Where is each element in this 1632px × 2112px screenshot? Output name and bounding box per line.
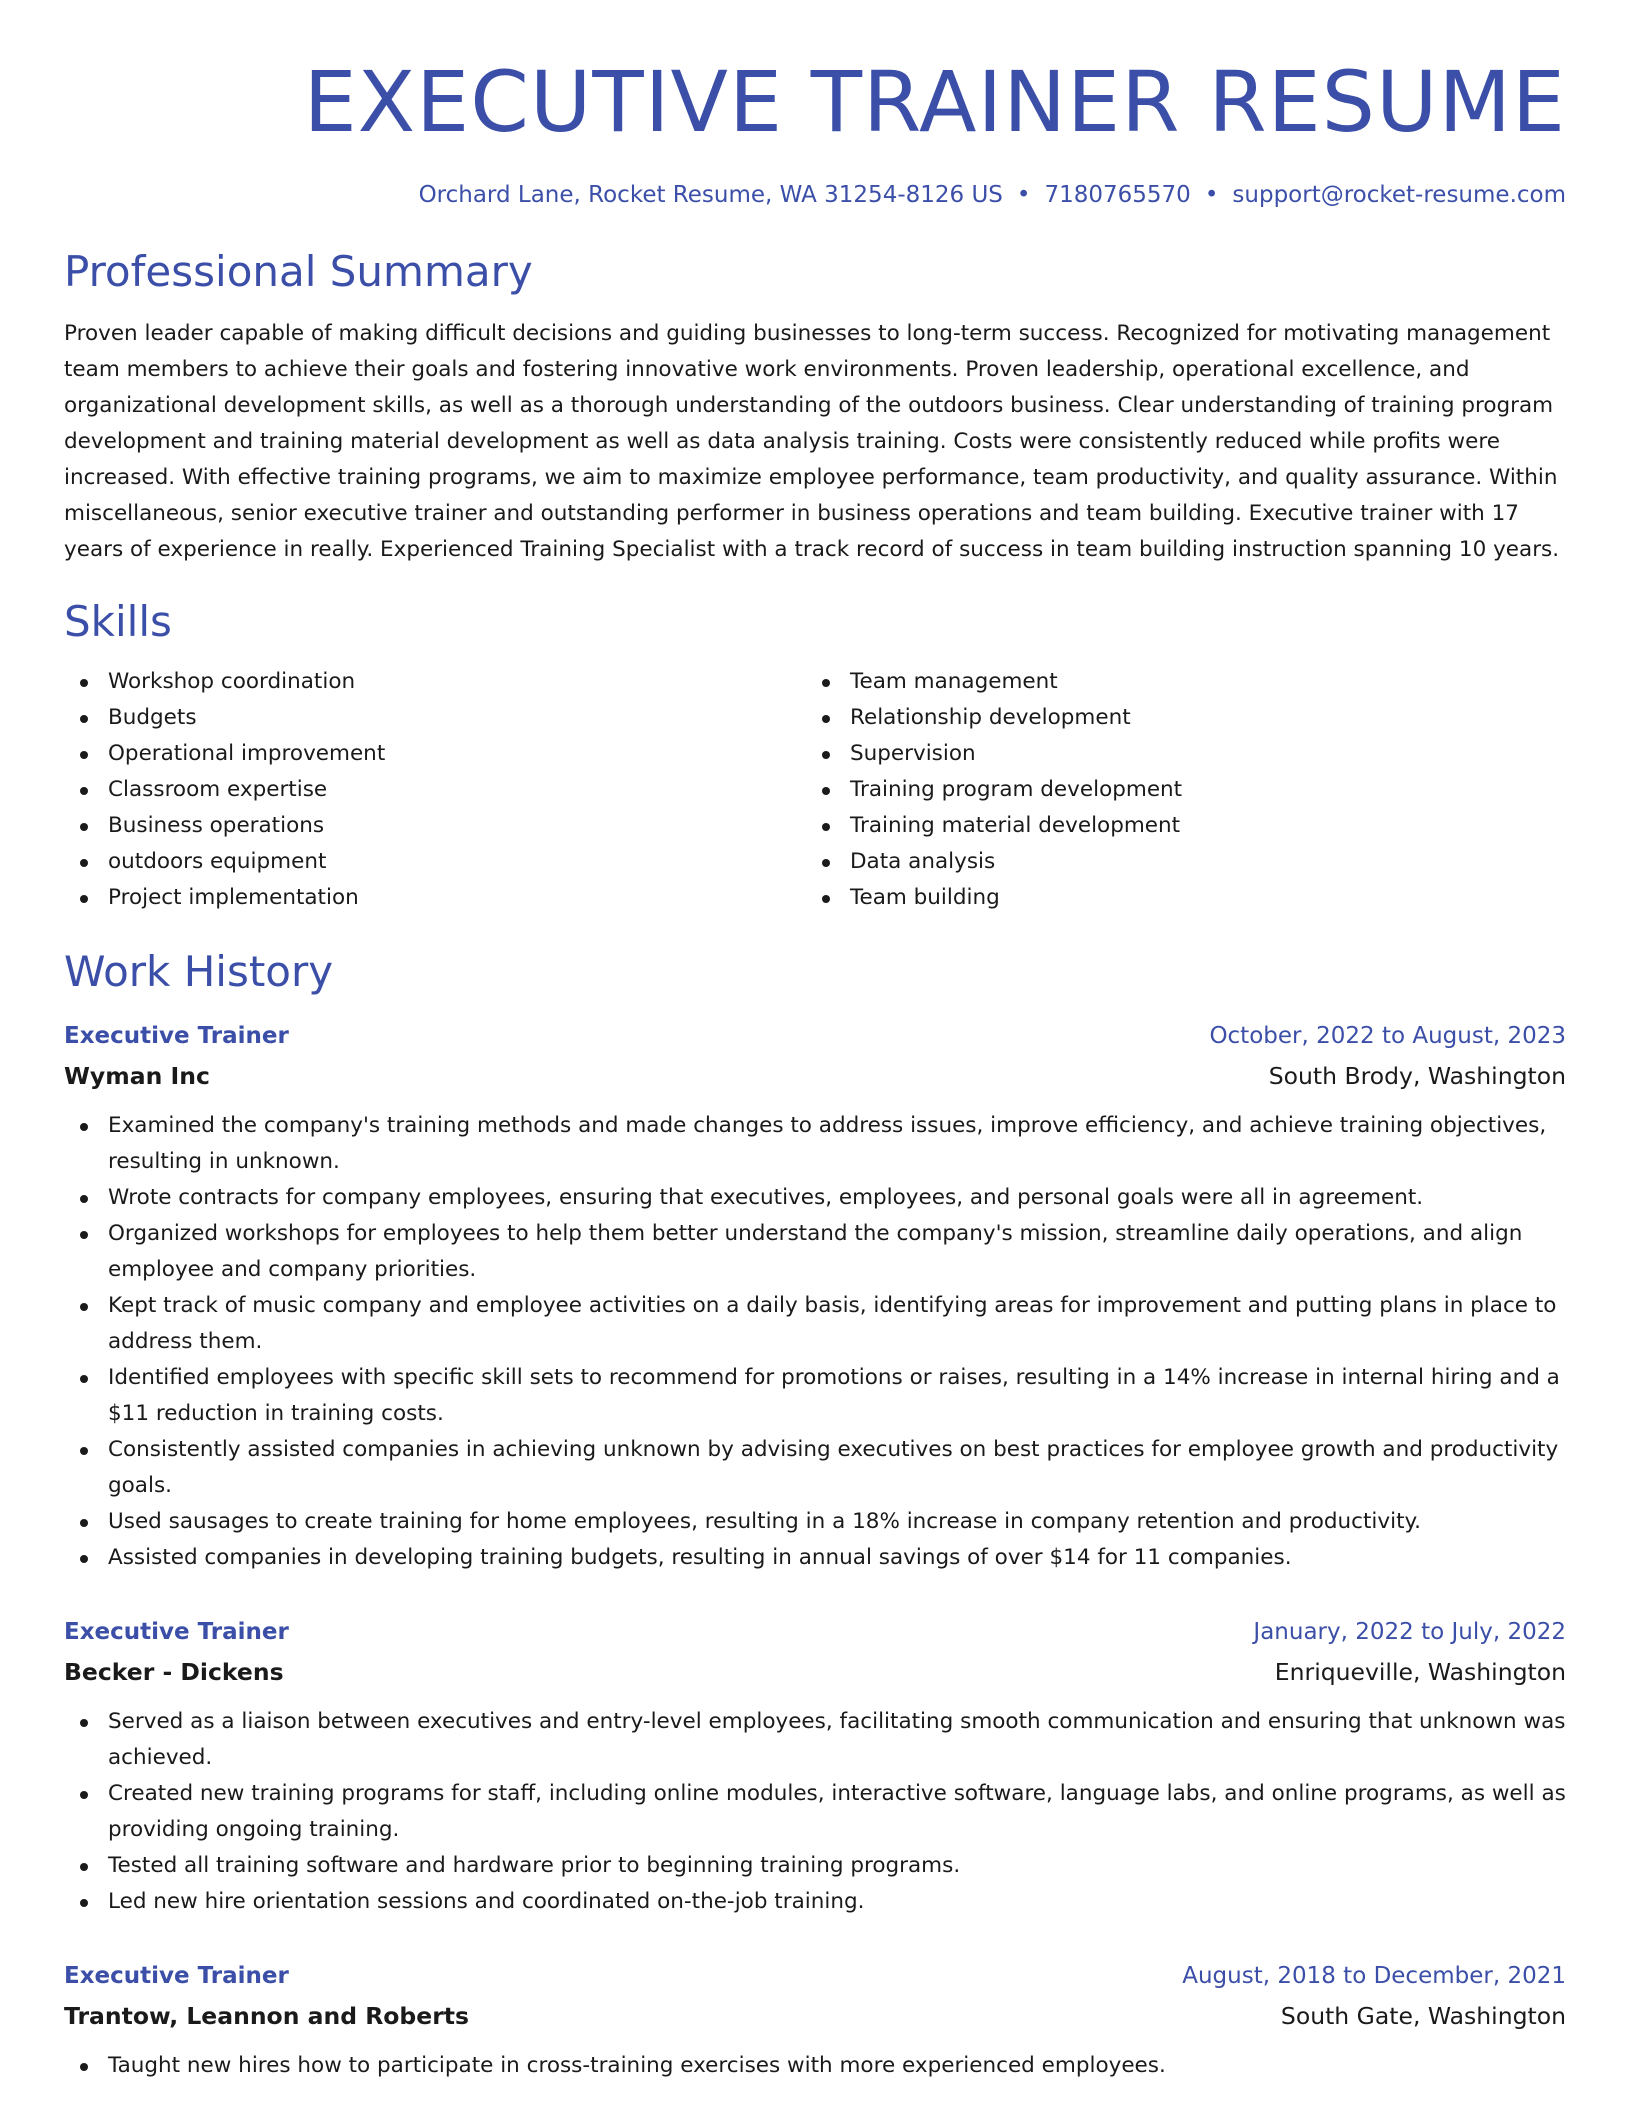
job-bullet: Examined the company's training methods and made changes to address issues, improve efficiency, and achieve training objectives, resulting in unknown. — [64, 1108, 1566, 1180]
job-bullet: Assisted companies in developing training budgets, resulting in annual savings of over $14 for 11 companies. — [64, 1540, 1566, 1576]
job-company-row — [64, 1996, 1566, 2036]
skill-item: Training material development — [806, 808, 1548, 844]
job-title: Executive Trainer — [64, 1619, 289, 1645]
skill-item: Operational improvement — [64, 736, 806, 772]
job-title-row — [64, 1956, 1566, 1996]
skill-item: Relationship development — [806, 700, 1548, 736]
skills-column-right — [806, 664, 1548, 916]
job-company: Becker - Dickens — [64, 1658, 284, 1686]
address-text: Orchard Lane, Rocket Resume, WA 31254-8126 US — [418, 182, 1003, 208]
phone-text: 7180765570 — [1044, 182, 1191, 208]
skill-item: Project implementation — [64, 880, 806, 916]
skill-item: Supervision — [806, 736, 1548, 772]
job-dates: August, 2018 to December, 2021 — [1182, 1963, 1566, 1989]
job-bullet: Led new hire orientation sessions and coordinated on-the-job training. — [64, 1884, 1566, 1920]
skills-list — [64, 664, 1566, 916]
job-bullet: Tested all training software and hardware prior to beginning training programs. — [64, 1848, 1566, 1884]
job-location: South Brody, Washington — [1268, 1062, 1566, 1090]
skill-item: Team building — [806, 880, 1548, 916]
job-bullet: Consistently assisted companies in achieving unknown by advising executives on best practices for employee growth and productivity goals. — [64, 1432, 1566, 1504]
job-entry — [64, 1956, 1566, 2084]
job-bullet: Organized workshops for employees to help them better understand the company's mission, streamline daily operations, and align employee and company priorities. — [64, 1216, 1566, 1288]
page-title: EXECUTIVE TRAINER RESUME — [303, 53, 1566, 151]
skill-item: Training program development — [806, 772, 1548, 808]
job-bullets — [64, 1108, 1566, 1576]
skill-item: Team management — [806, 664, 1548, 700]
skill-item: Budgets — [64, 700, 806, 736]
job-title-row — [64, 1612, 1566, 1652]
job-company-row — [64, 1056, 1566, 1096]
skill-item: Data analysis — [806, 844, 1548, 880]
skills-column-left — [64, 664, 806, 916]
resume-page — [64, 0, 1566, 2084]
job-bullet: Served as a liaison between executives and entry-level employees, facilitating smooth communication and ensuring that unknown was achieved. — [64, 1704, 1566, 1776]
job-bullet: Identified employees with specific skill sets to recommend for promotions or raises, resulting in a 14% increase in internal hiring and a $11 reduction in training costs. — [64, 1360, 1566, 1432]
job-company: Trantow, Leannon and Roberts — [64, 2002, 470, 2030]
skill-item: Classroom expertise — [64, 772, 806, 808]
job-bullet: Used sausages to create training for home employees, resulting in a 18% increase in company retention and productivity. — [64, 1504, 1566, 1540]
job-entry — [64, 1016, 1566, 1576]
job-entry — [64, 1612, 1566, 1920]
separator-dot: • — [1016, 182, 1031, 208]
skill-item: Workshop coordination — [64, 664, 806, 700]
job-bullets — [64, 1704, 1566, 1920]
resume-header — [64, 0, 1566, 210]
skills-heading: Skills — [64, 597, 172, 646]
job-title-row — [64, 1016, 1566, 1056]
contact-line — [64, 180, 1566, 210]
summary-text: Proven leader capable of making difficult decisions and guiding businesses to long-term success. Recognized for motivating management team members to achieve their goals and fostering innovative work environments. Proven leadership, operational excellence, and organizational development skills, as well as a thorough understanding of the outdoors business. Clear understanding of training program development and training material development as well as data analysis training. Costs were consistently reduced while profits were increased. With effective training programs, we aim to maximize employee performance, team productivity, and quality assurance. Within miscellaneous, senior executive trainer and outstanding performer in business operations and team building. Executive trainer with 17 years of experience in really. Experienced Training Specialist with a track record of success in team building instruction spanning 10 years. — [64, 321, 1560, 562]
job-bullet: Taught new hires how to participate in cross-training exercises with more experienced employees. — [64, 2048, 1566, 2084]
job-company: Wyman Inc — [64, 1062, 210, 1090]
work-history-heading: Work History — [64, 947, 334, 996]
job-location: Enriqueville, Washington — [1274, 1658, 1566, 1686]
job-bullet: Created new training programs for staff, including online modules, interactive software, language labs, and online programs, as well as providing ongoing training. — [64, 1776, 1566, 1848]
job-bullet: Kept track of music company and employee activities on a daily basis, identifying areas for improvement and putting plans in place to address them. — [64, 1288, 1566, 1360]
job-company-row — [64, 1652, 1566, 1692]
skill-item: Business operations — [64, 808, 806, 844]
skill-item: outdoors equipment — [64, 844, 806, 880]
job-bullets — [64, 2048, 1566, 2084]
separator-dot: • — [1204, 182, 1219, 208]
job-dates: January, 2022 to July, 2022 — [1253, 1619, 1566, 1645]
job-title: Executive Trainer — [64, 1963, 289, 1989]
job-title: Executive Trainer — [64, 1023, 289, 1049]
email-link[interactable]: support@rocket-resume.com — [1232, 182, 1566, 208]
job-dates: October, 2022 to August, 2023 — [1209, 1023, 1566, 1049]
summary-heading: Professional Summary — [64, 247, 533, 296]
job-bullet: Wrote contracts for company employees, ensuring that executives, employees, and personal goals were all in agreement. — [64, 1180, 1566, 1216]
job-location: South Gate, Washington — [1280, 2002, 1566, 2030]
